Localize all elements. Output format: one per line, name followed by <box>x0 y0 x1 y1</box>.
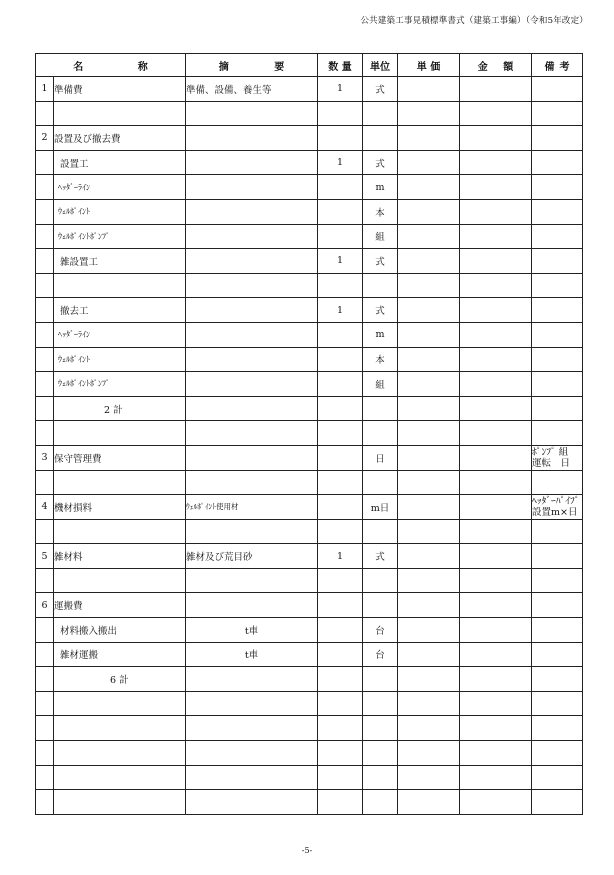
row-number <box>36 273 54 298</box>
item-unit: m <box>363 175 398 200</box>
item-amount <box>460 716 532 741</box>
item-amount <box>460 470 532 495</box>
row-number <box>36 519 54 544</box>
item-unit-price <box>398 568 460 593</box>
table-row <box>36 618 583 643</box>
header-unit: 単位 <box>363 54 398 77</box>
table-row <box>36 445 583 470</box>
item-remarks <box>532 790 583 815</box>
item-unit: 組 <box>363 372 398 397</box>
item-name <box>54 741 186 766</box>
item-remarks <box>532 618 583 643</box>
row-number <box>36 372 54 397</box>
row-number <box>36 298 54 323</box>
item-quantity: 1 <box>318 150 363 175</box>
item-remarks <box>532 322 583 347</box>
item-description <box>186 470 318 495</box>
item-amount <box>460 691 532 716</box>
table-row <box>36 593 583 618</box>
row-number <box>36 667 54 692</box>
document-title: 公共建築工事見積標準書式（建築工事編）（令和5年改定） <box>360 16 588 26</box>
item-unit-price <box>398 347 460 372</box>
item-name: 設置工 <box>54 150 186 175</box>
row-number <box>36 741 54 766</box>
item-quantity: 1 <box>318 249 363 274</box>
item-quantity <box>318 667 363 692</box>
item-description <box>186 790 318 815</box>
item-amount <box>460 568 532 593</box>
item-amount <box>460 249 532 274</box>
table-row <box>36 568 583 593</box>
item-unit <box>363 126 398 151</box>
item-unit-price <box>398 519 460 544</box>
item-unit-price <box>398 298 460 323</box>
item-name <box>54 421 186 446</box>
item-unit-price <box>398 273 460 298</box>
item-unit-price <box>398 199 460 224</box>
row-number <box>36 199 54 224</box>
item-remarks <box>532 224 583 249</box>
row-number <box>36 175 54 200</box>
table-row <box>36 224 583 249</box>
item-remarks <box>532 421 583 446</box>
table-row <box>36 790 583 815</box>
item-remarks <box>532 396 583 421</box>
item-unit: 本 <box>363 199 398 224</box>
item-amount <box>460 642 532 667</box>
table-row <box>36 470 583 495</box>
item-amount <box>460 790 532 815</box>
row-number <box>36 618 54 643</box>
item-amount <box>460 593 532 618</box>
item-quantity <box>318 519 363 544</box>
item-remarks <box>532 150 583 175</box>
item-quantity <box>318 224 363 249</box>
row-number <box>36 421 54 446</box>
item-unit <box>363 470 398 495</box>
table-row <box>36 519 583 544</box>
item-quantity <box>318 322 363 347</box>
item-unit-price <box>398 618 460 643</box>
item-name: 設置及び撤去費 <box>54 126 186 151</box>
item-unit: 本 <box>363 347 398 372</box>
table-row <box>36 642 583 667</box>
item-name <box>54 790 186 815</box>
item-remarks <box>532 347 583 372</box>
item-name: 2 計 <box>54 396 186 421</box>
table-row <box>36 249 583 274</box>
item-unit-price <box>398 396 460 421</box>
item-amount <box>460 618 532 643</box>
header-quantity: 数 量 <box>318 54 363 77</box>
item-unit-price <box>398 790 460 815</box>
item-unit <box>363 568 398 593</box>
item-amount <box>460 347 532 372</box>
item-name <box>54 519 186 544</box>
item-amount <box>460 150 532 175</box>
item-description <box>186 224 318 249</box>
table-row <box>36 495 583 520</box>
item-quantity <box>318 618 363 643</box>
item-amount <box>460 421 532 446</box>
item-quantity <box>318 470 363 495</box>
table-row <box>36 273 583 298</box>
item-unit-price <box>398 224 460 249</box>
item-quantity <box>318 273 363 298</box>
table-row <box>36 322 583 347</box>
table-row <box>36 150 583 175</box>
row-number <box>36 568 54 593</box>
row-number <box>36 249 54 274</box>
item-quantity <box>318 741 363 766</box>
item-quantity <box>318 372 363 397</box>
table-row <box>36 101 583 126</box>
item-unit-price <box>398 421 460 446</box>
item-unit <box>363 101 398 126</box>
item-description <box>186 568 318 593</box>
item-remarks <box>532 519 583 544</box>
item-description: 雑材及び荒目砂 <box>186 544 318 569</box>
header-amount: 金 額 <box>460 54 532 77</box>
item-unit-price <box>398 667 460 692</box>
item-description <box>186 347 318 372</box>
item-unit <box>363 593 398 618</box>
item-unit <box>363 396 398 421</box>
item-name: ｳｪﾙﾎﾟｲﾝﾄﾎﾟﾝﾌﾟ <box>54 372 186 397</box>
item-unit: 式 <box>363 298 398 323</box>
item-unit-price <box>398 544 460 569</box>
item-unit-price <box>398 101 460 126</box>
item-quantity <box>318 199 363 224</box>
item-remarks <box>532 372 583 397</box>
item-unit-price <box>398 322 460 347</box>
table-row <box>36 126 583 151</box>
item-quantity <box>318 790 363 815</box>
item-description <box>186 765 318 790</box>
item-unit-price <box>398 249 460 274</box>
item-remarks <box>532 77 583 102</box>
item-amount <box>460 667 532 692</box>
item-description: ｳｪﾙﾎﾟｲﾝﾄ使用材 <box>186 495 318 520</box>
item-name: 材料搬入搬出 <box>54 618 186 643</box>
header-row <box>36 54 583 77</box>
item-description <box>186 298 318 323</box>
item-description <box>186 519 318 544</box>
table-row <box>36 544 583 569</box>
item-unit-price <box>398 372 460 397</box>
item-description <box>186 372 318 397</box>
estimate-table <box>35 53 583 815</box>
header-description: 摘 要 <box>186 54 318 77</box>
item-description <box>186 396 318 421</box>
row-number: 4 <box>36 495 54 520</box>
item-unit-price <box>398 126 460 151</box>
row-number <box>36 101 54 126</box>
item-unit-price <box>398 150 460 175</box>
item-description <box>186 199 318 224</box>
header-remarks: 備 考 <box>532 54 583 77</box>
item-unit-price <box>398 642 460 667</box>
item-description <box>186 101 318 126</box>
header-unit-price: 単 価 <box>398 54 460 77</box>
item-name: 機材損料 <box>54 495 186 520</box>
item-remarks <box>532 642 583 667</box>
item-quantity <box>318 642 363 667</box>
item-name: 保守管理費 <box>54 445 186 470</box>
row-number: 6 <box>36 593 54 618</box>
item-quantity <box>318 691 363 716</box>
item-remarks <box>532 593 583 618</box>
item-amount <box>460 544 532 569</box>
item-name: ｳｪﾙﾎﾟｲﾝﾄ <box>54 347 186 372</box>
row-number <box>36 765 54 790</box>
item-amount <box>460 199 532 224</box>
item-quantity: 1 <box>318 77 363 102</box>
item-description <box>186 421 318 446</box>
item-amount <box>460 273 532 298</box>
item-description <box>186 691 318 716</box>
table-row <box>36 396 583 421</box>
item-description: t車 <box>186 618 318 643</box>
item-name: ｳｪﾙﾎﾟｲﾝﾄ <box>54 199 186 224</box>
row-number <box>36 396 54 421</box>
item-description: 準備、設備、養生等 <box>186 77 318 102</box>
row-number <box>36 347 54 372</box>
item-unit-price <box>398 175 460 200</box>
row-number <box>36 470 54 495</box>
item-description <box>186 667 318 692</box>
item-name <box>54 765 186 790</box>
item-unit <box>363 716 398 741</box>
item-unit <box>363 790 398 815</box>
item-unit <box>363 667 398 692</box>
item-quantity <box>318 347 363 372</box>
page-number: -5- <box>301 846 313 855</box>
item-quantity <box>318 495 363 520</box>
item-unit: m <box>363 322 398 347</box>
row-number: 1 <box>36 77 54 102</box>
table-row <box>36 372 583 397</box>
item-quantity <box>318 396 363 421</box>
item-amount <box>460 765 532 790</box>
item-amount <box>460 126 532 151</box>
item-quantity <box>318 568 363 593</box>
item-unit: 式 <box>363 544 398 569</box>
item-amount <box>460 519 532 544</box>
item-name: 運搬費 <box>54 593 186 618</box>
item-remarks <box>532 298 583 323</box>
item-name <box>54 470 186 495</box>
item-description <box>186 593 318 618</box>
item-description <box>186 126 318 151</box>
item-quantity <box>318 765 363 790</box>
item-name <box>54 691 186 716</box>
item-amount <box>460 224 532 249</box>
item-quantity <box>318 175 363 200</box>
item-unit-price <box>398 765 460 790</box>
item-unit <box>363 741 398 766</box>
row-number <box>36 716 54 741</box>
table-row <box>36 667 583 692</box>
item-description <box>186 249 318 274</box>
item-description <box>186 741 318 766</box>
table-row <box>36 765 583 790</box>
item-quantity <box>318 593 363 618</box>
item-description <box>186 273 318 298</box>
item-description <box>186 445 318 470</box>
item-unit: m日 <box>363 495 398 520</box>
item-quantity <box>318 445 363 470</box>
item-remarks <box>532 126 583 151</box>
item-unit-price <box>398 691 460 716</box>
item-name: 雑材料 <box>54 544 186 569</box>
item-remarks <box>532 741 583 766</box>
item-quantity: 1 <box>318 544 363 569</box>
item-remarks <box>532 691 583 716</box>
item-remarks <box>532 199 583 224</box>
item-remarks <box>532 667 583 692</box>
item-name: 撤去工 <box>54 298 186 323</box>
item-amount <box>460 372 532 397</box>
row-number <box>36 322 54 347</box>
table-row <box>36 741 583 766</box>
item-amount <box>460 396 532 421</box>
row-number: 2 <box>36 126 54 151</box>
item-description <box>186 716 318 741</box>
row-number: 5 <box>36 544 54 569</box>
item-unit <box>363 691 398 716</box>
item-amount <box>460 741 532 766</box>
item-remarks <box>532 568 583 593</box>
item-unit <box>363 519 398 544</box>
item-name: ﾍｯﾀﾞｰﾗｲﾝ <box>54 175 186 200</box>
item-amount <box>460 175 532 200</box>
item-remarks <box>532 765 583 790</box>
item-remarks <box>532 175 583 200</box>
item-unit: 組 <box>363 224 398 249</box>
item-remarks <box>532 101 583 126</box>
item-name <box>54 101 186 126</box>
table-row <box>36 175 583 200</box>
item-unit: 式 <box>363 150 398 175</box>
item-remarks <box>532 716 583 741</box>
table-row <box>36 347 583 372</box>
item-description: t車 <box>186 642 318 667</box>
item-name: 雑設置工 <box>54 249 186 274</box>
item-quantity <box>318 101 363 126</box>
item-remarks: ﾎﾟﾝﾌﾟ 組 運転 日 <box>532 445 583 470</box>
item-description <box>186 150 318 175</box>
item-unit: 台 <box>363 642 398 667</box>
item-name <box>54 716 186 741</box>
item-quantity <box>318 126 363 151</box>
item-unit: 式 <box>363 77 398 102</box>
table-row <box>36 716 583 741</box>
row-number <box>36 150 54 175</box>
item-unit <box>363 273 398 298</box>
item-unit-price <box>398 445 460 470</box>
item-name: 6 計 <box>54 667 186 692</box>
item-description <box>186 322 318 347</box>
item-quantity <box>318 716 363 741</box>
item-name: 雑材運搬 <box>54 642 186 667</box>
item-quantity <box>318 421 363 446</box>
item-amount <box>460 298 532 323</box>
row-number <box>36 642 54 667</box>
header-name: 名 称 <box>36 54 186 77</box>
item-amount <box>460 495 532 520</box>
item-remarks <box>532 249 583 274</box>
row-number <box>36 691 54 716</box>
item-unit <box>363 765 398 790</box>
item-name: ﾍｯﾀﾞｰﾗｲﾝ <box>54 322 186 347</box>
item-amount <box>460 77 532 102</box>
item-unit: 台 <box>363 618 398 643</box>
item-name <box>54 568 186 593</box>
item-unit: 日 <box>363 445 398 470</box>
item-remarks <box>532 273 583 298</box>
table-row <box>36 199 583 224</box>
item-unit-price <box>398 470 460 495</box>
item-unit-price <box>398 593 460 618</box>
row-number <box>36 224 54 249</box>
item-unit-price <box>398 495 460 520</box>
item-amount <box>460 322 532 347</box>
item-amount <box>460 101 532 126</box>
item-quantity: 1 <box>318 298 363 323</box>
table-row <box>36 691 583 716</box>
item-unit <box>363 421 398 446</box>
item-name <box>54 273 186 298</box>
item-name: ｳｪﾙﾎﾟｲﾝﾄﾎﾟﾝﾌﾟ <box>54 224 186 249</box>
item-unit: 式 <box>363 249 398 274</box>
item-remarks <box>532 544 583 569</box>
table-row <box>36 298 583 323</box>
row-number: 3 <box>36 445 54 470</box>
item-unit-price <box>398 741 460 766</box>
item-remarks: ﾍｯﾀﾞｰﾊﾟｲﾌﾟ 設置m×日 <box>532 495 583 520</box>
item-name: 準備費 <box>54 77 186 102</box>
item-unit-price <box>398 716 460 741</box>
row-number <box>36 790 54 815</box>
table-row <box>36 421 583 446</box>
item-description <box>186 175 318 200</box>
item-unit-price <box>398 77 460 102</box>
table-row <box>36 77 583 102</box>
item-amount <box>460 445 532 470</box>
item-remarks <box>532 470 583 495</box>
